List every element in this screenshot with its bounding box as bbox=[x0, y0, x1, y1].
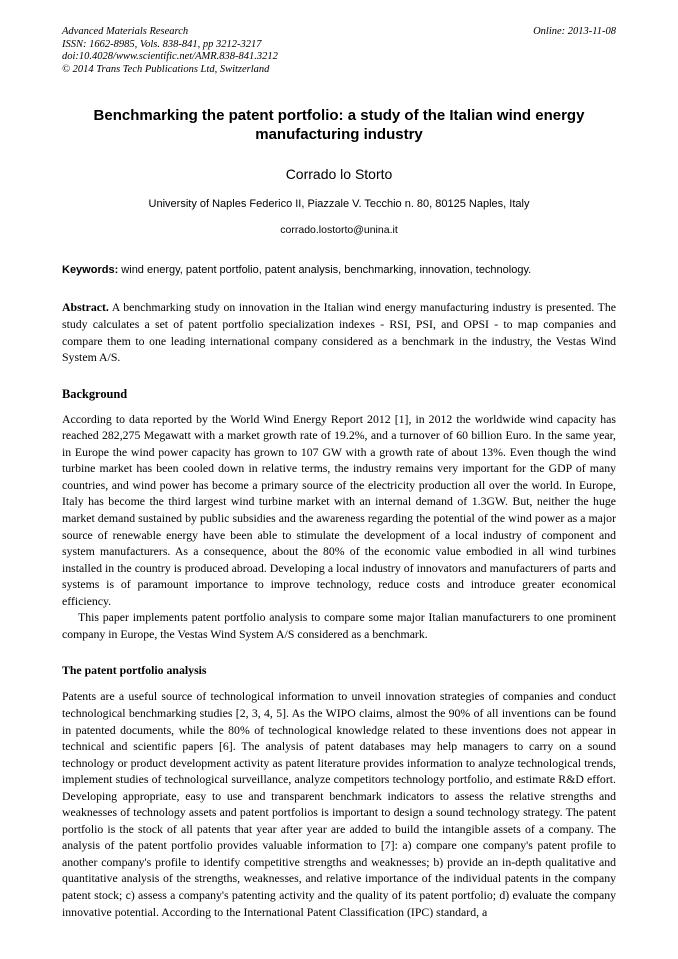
section-heading-background: Background bbox=[62, 386, 128, 401]
background-paragraph-2: This paper implements patent portfolio analysis to compare some major Italian manufacturers to one prominent company in Europe, the Vestas Wind System A/S considered as a benchmark. bbox=[62, 610, 616, 641]
online-date: Online: 2013-11-08 bbox=[533, 26, 616, 37]
doi-line: doi:10.4028/www.scientific.net/AMR.838-841.3212 bbox=[62, 51, 278, 63]
issn-line: ISSN: 1662-8985, Vols. 838-841, pp 3212-3217 bbox=[62, 38, 262, 50]
section-heading-patent-portfolio-analysis: The patent portfolio analysis bbox=[62, 663, 207, 678]
page-title: Benchmarking the patent portfolio: a study of the Italian wind energy manufacturing industry bbox=[93, 107, 585, 144]
abstract-label: Abstract. bbox=[62, 300, 109, 315]
author-email: corrado.lostorto@unina.it bbox=[280, 224, 398, 237]
keywords-label: Keywords: bbox=[62, 264, 119, 277]
affiliation: University of Naples Federico II, Piazzale V. Tecchio n. 80, 80125 Naples, Italy bbox=[148, 198, 530, 211]
patent-portfolio-paragraph-1: Patents are a useful source of technological information to unveil innovation strategies of companies and conduct technological benchmarking studies [2, 3, 4, 5]. As the WIPO claims, almost the 90% of all inventions can be found in patented documents, while the 80% of technological knowledge related to these inventions does not appear in technical and scientific papers [6]. The analysis of patent databases may help managers to carry on a sound technology or product development activity as patent literature provides information to analyze technological trends, implement studies of technological surveillance, analyze competitors technology portfolio, and estimate R&D effort. Developing appropriate, easy to use and transparent benchmark indicators to assess the relative strengths and weaknesses of technology assets and patent portfolios is important to design a sound technology strategy. The patent portfolio is the stock of all patents that year after year are added to build the intangible assets of a company. The analysis of the patent portfolio provides valuable information to [7]: a) compare one company's patent profile to another company's profile to identify competitive strengths and weaknesses; b) provide an in-depth qualitative and quantitative analysis of the strengths, weaknesses, and relative importance of the individual patents in the company patent stock; c) assess a company's patenting activity and the quality of its patent portfolio; d) evaluate the company innovative potential. According to the International Patent Classification (IPC) standard, a bbox=[62, 689, 616, 919]
header-left bbox=[62, 26, 450, 76]
background-paragraph-1: According to data reported by the World Wind Energy Report 2012 [1], in 2012 the worldwide wind capacity has reached 282,275 Megawatt with a market growth rate of 19.2%, and a turnover of 60 billion Euro. In the same year, in Europe the wind power capacity has grown to 107 GW with a growth rate of about 13%. Even though the wind turbine market has been cooled down in relative terms, the industry remains very important for the GDP of many countries, and wind power has become a primary source of the electricity production all over the world. In Europe, Italy has become the third largest wind turbine market with an internal demand of 1.3GW. But, neither the huge market demand sustained by public subsidies and the awareness regarding the potential of the wind power as a major source of renewable energy have been able to stimulate the development of a local industry of component and system manufacturers. As a consequence, about the 80% of the economic value embodied in all wind turbines installed in the country is produced abroad. Developing a local industry of innovators and manufacturers of parts and systems is of paramount importance to improve technology, reduce costs and introduce greater economical efficiency. bbox=[62, 411, 616, 608]
keywords-value: wind energy, patent portfolio, patent analysis, benchmarking, innovation, technology. bbox=[118, 264, 532, 277]
journal-name: Advanced Materials Research bbox=[62, 26, 189, 37]
keywords-line bbox=[62, 263, 616, 278]
page-header bbox=[62, 26, 616, 76]
abstract-block bbox=[62, 299, 616, 365]
abstract-text: A benchmarking study on innovation in the Italian wind energy manufacturing industry is presented. The study calculates a set of patent portfolio specialization indexes - RSI, PSI, and OPSI - to map companies and compare them to one leading international company considered as a benchmark in the industry, the Vestas Wind System A/S. bbox=[62, 300, 616, 365]
author-name: Corrado lo Storto bbox=[285, 166, 393, 183]
copyright-line: © 2014 Trans Tech Publications Ltd, Switzerland bbox=[62, 63, 270, 75]
